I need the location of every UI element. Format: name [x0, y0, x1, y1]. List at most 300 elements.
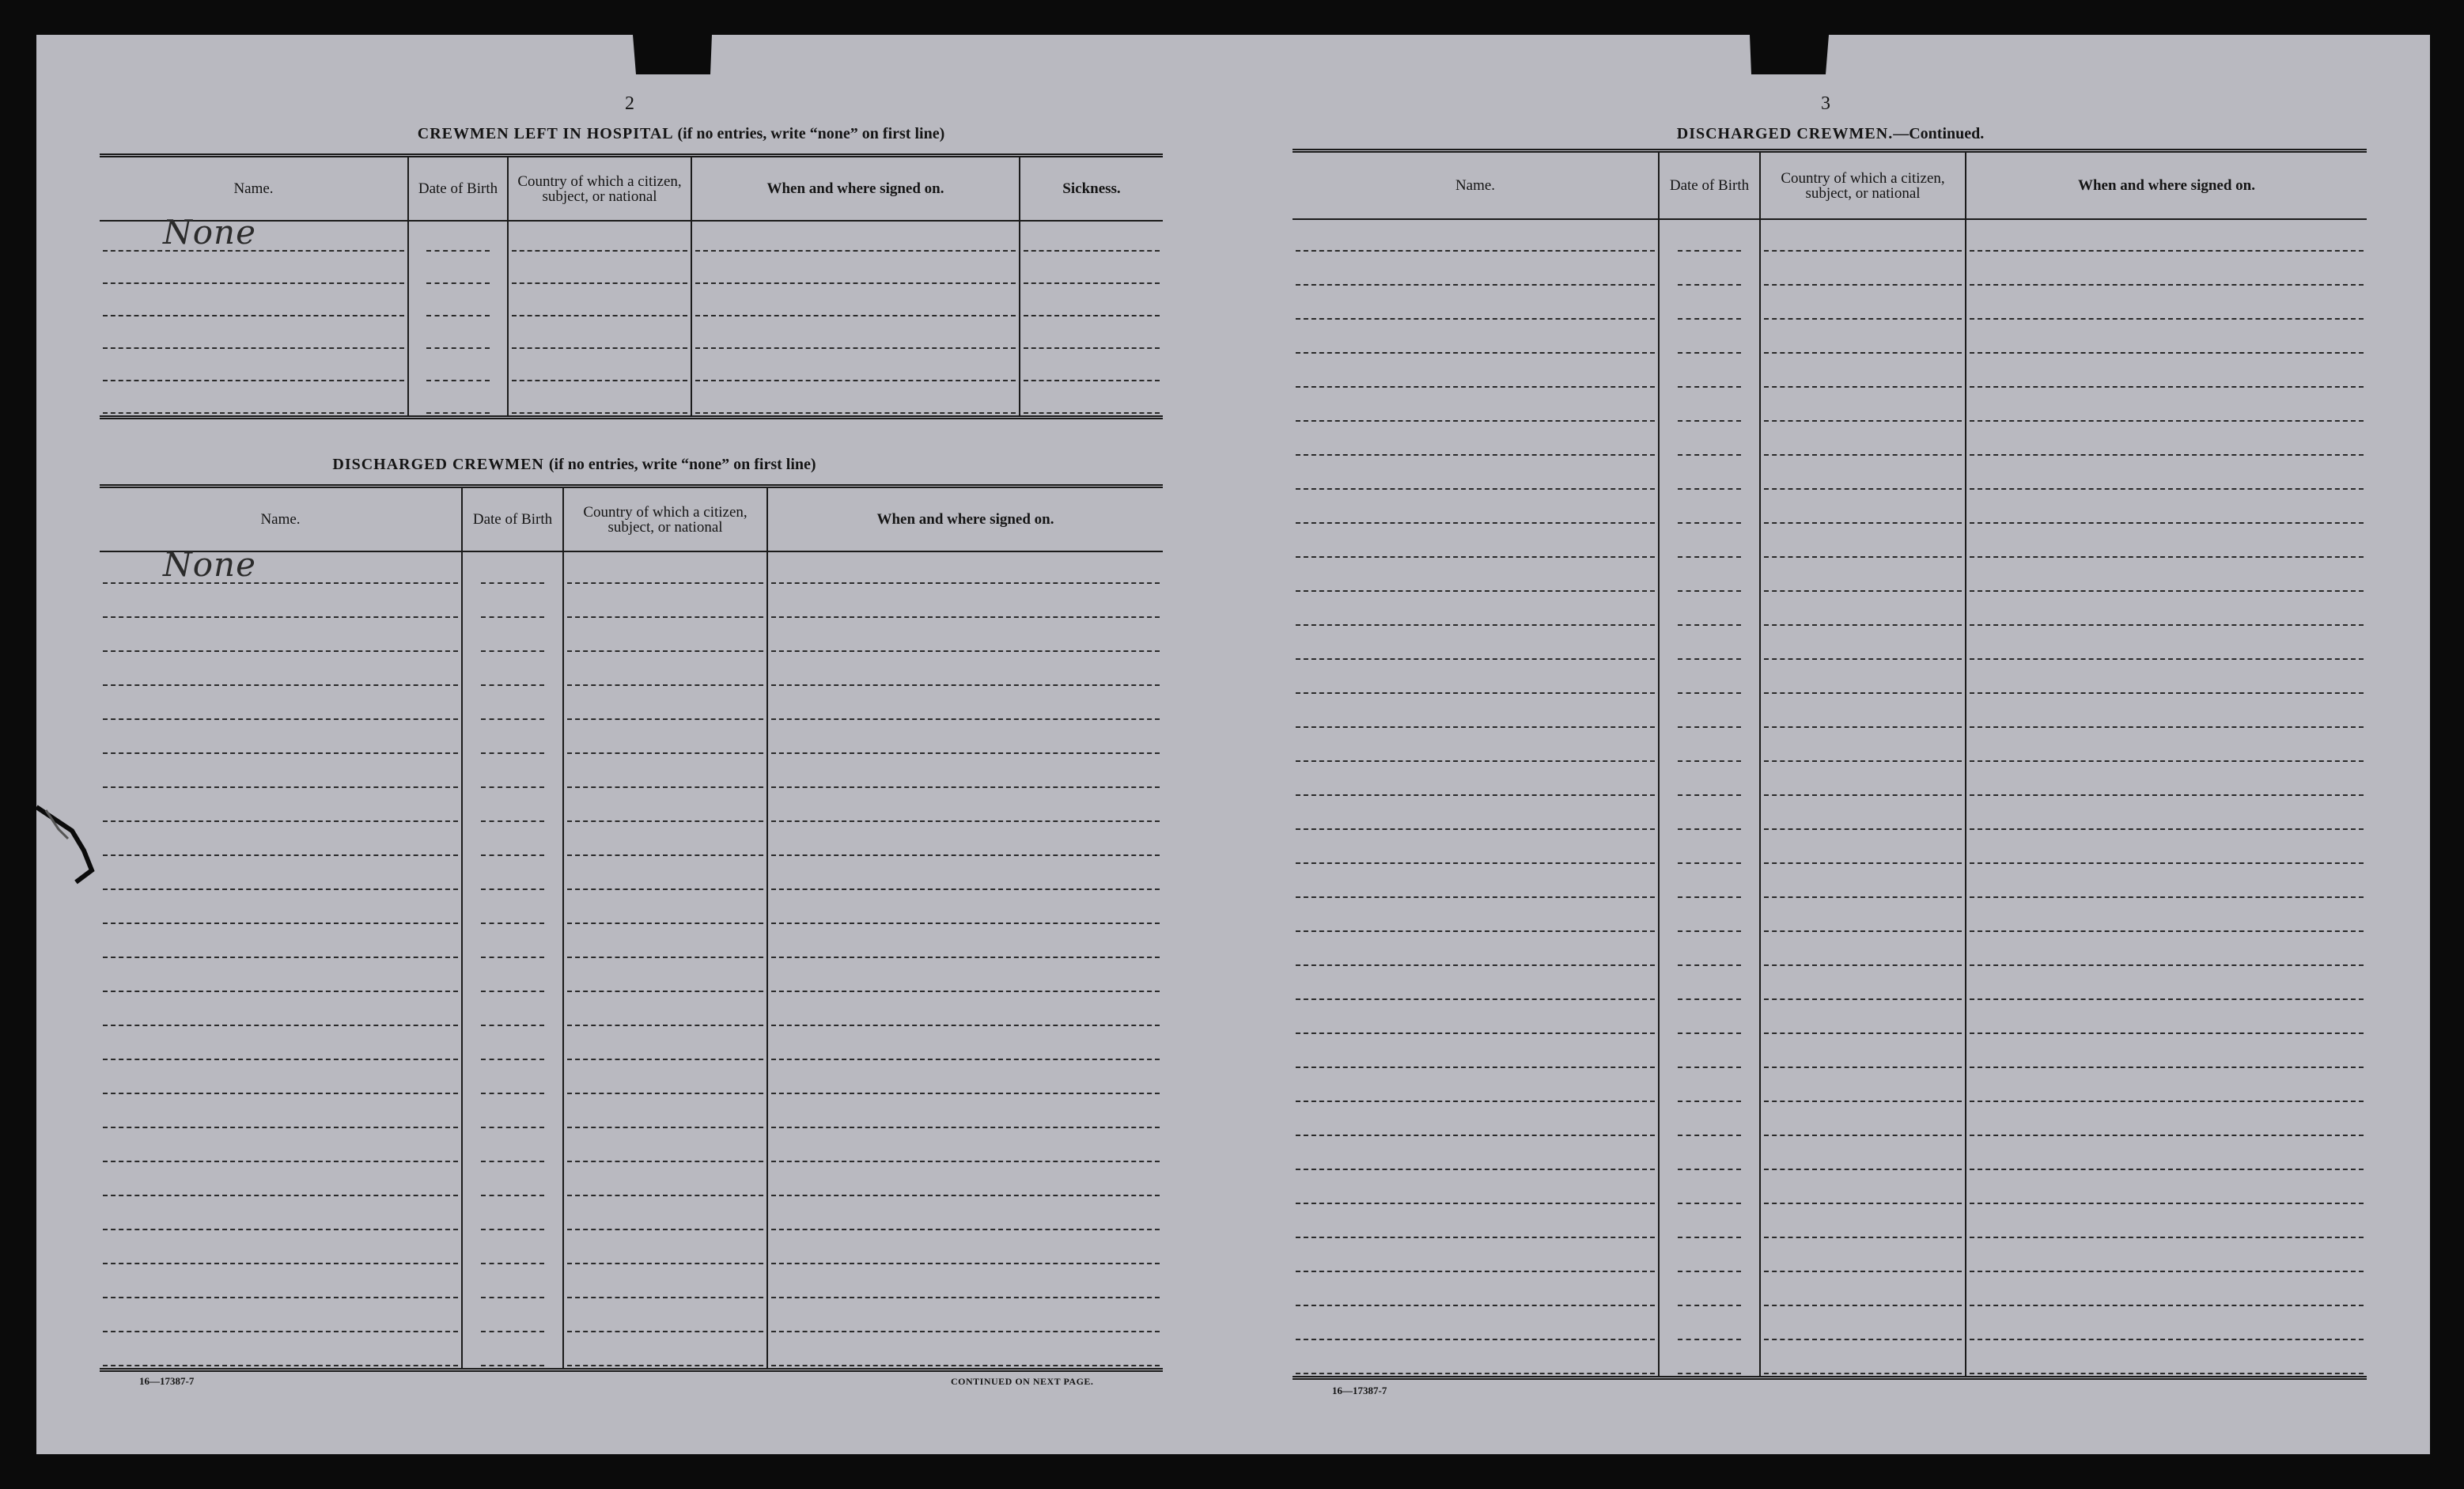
dotted-rule: [1764, 862, 1962, 864]
dotted-rule: [1764, 658, 1962, 660]
form-cell: [1760, 355, 1966, 389]
dotted-rule: [567, 718, 763, 720]
dotted-rule: [1970, 828, 2364, 830]
form-row: [100, 790, 1163, 824]
form-cell: [1659, 1172, 1760, 1206]
dotted-rule: [567, 582, 763, 584]
form-row: [100, 286, 1163, 318]
form-cell: [462, 756, 563, 790]
discharged-table: [100, 484, 1163, 1372]
form-cell: [1760, 866, 1966, 900]
form-cell: [1966, 729, 2367, 763]
form-cell: [100, 1266, 462, 1300]
dotted-rule: [1764, 454, 1962, 456]
dotted-rule: [1678, 1032, 1742, 1034]
dotted-rule: [1296, 1135, 1655, 1136]
dotted-rule: [567, 923, 763, 924]
dotted-rule: [1970, 896, 2364, 898]
dotted-rule: [1296, 488, 1655, 490]
form-cell: [1293, 1036, 1659, 1070]
form-cell: [767, 1300, 1163, 1334]
form-cell: [1966, 1036, 2367, 1070]
dotted-rule: [1296, 522, 1655, 524]
form-cell: [462, 1232, 563, 1266]
dotted-rule: [1296, 386, 1655, 388]
form-cell: [1020, 286, 1163, 318]
form-cell: [767, 1130, 1163, 1164]
form-row: [100, 1300, 1163, 1334]
form-row: [1293, 729, 2367, 763]
form-cell: [1760, 1104, 1966, 1138]
form-cell: [1293, 763, 1659, 798]
dotted-rule: [1764, 522, 1962, 524]
dotted-rule: [103, 1297, 458, 1298]
dotted-rule: [1296, 760, 1655, 762]
form-cell: [1293, 491, 1659, 525]
dotted-rule: [1296, 896, 1655, 898]
dotted-rule: [567, 650, 763, 652]
form-cell: [100, 1300, 462, 1334]
page-number-right: 3: [1821, 93, 1830, 114]
form-cell: [1659, 695, 1760, 729]
form-cell: [408, 253, 508, 286]
form-cell: [1966, 1104, 2367, 1138]
form-cell: [1760, 1070, 1966, 1104]
form-cell: [767, 585, 1163, 619]
dotted-rule: [1678, 1237, 1742, 1238]
dotted-rule: [1970, 1032, 2364, 1034]
dotted-rule: [1678, 624, 1742, 626]
form-cell: [100, 213, 408, 253]
dotted-rule: [1678, 556, 1742, 558]
dotted-rule: [103, 582, 458, 584]
form-cell: [1659, 389, 1760, 423]
dotted-rule: [1970, 760, 2364, 762]
dotted-rule: [567, 854, 763, 856]
form-row: [1293, 253, 2367, 287]
dotted-rule: [567, 1059, 763, 1060]
form-cell: [100, 1334, 462, 1368]
dotted-rule: [1024, 282, 1160, 284]
form-cell: [508, 221, 691, 253]
form-row: [1293, 559, 2367, 593]
form-cell: [767, 654, 1163, 688]
form-cell: [1293, 866, 1659, 900]
form-cell: [1659, 559, 1760, 593]
dotted-rule: [1296, 250, 1655, 252]
form-cell: [1659, 729, 1760, 763]
form-cell: [767, 1266, 1163, 1300]
dotted-rule: [771, 1025, 1160, 1026]
dotted-rule: [1296, 1271, 1655, 1272]
form-cell: [462, 1334, 563, 1368]
form-cell: [1293, 1274, 1659, 1308]
form-row: [100, 756, 1163, 790]
dotted-rule: [771, 1331, 1160, 1332]
dotted-rule: [1970, 1305, 2364, 1306]
form-cell: [100, 722, 462, 756]
dotted-rule: [1024, 250, 1160, 252]
paper-tear-mark: [28, 799, 100, 886]
dotted-rule: [103, 650, 458, 652]
form-cell: [1659, 1104, 1760, 1138]
dotted-rule: [1764, 590, 1962, 592]
form-cell: [767, 824, 1163, 858]
form-cell: [563, 1300, 767, 1334]
dotted-rule: [1764, 998, 1962, 1000]
form-cell: [1659, 866, 1760, 900]
form-cell: [1293, 219, 1659, 253]
dotted-rule: [1970, 1135, 2364, 1136]
dotted-rule: [1678, 896, 1742, 898]
form-cell: [1966, 866, 2367, 900]
dotted-rule: [1970, 658, 2364, 660]
form-cell: [1293, 457, 1659, 491]
form-cell: [1293, 934, 1659, 968]
continued-note: CONTINUED ON NEXT PAGE.: [951, 1376, 1094, 1387]
form-cell: [100, 756, 462, 790]
dotted-rule: [567, 1263, 763, 1264]
dotted-rule: [1678, 386, 1742, 388]
form-number-right: 16—17387-7: [1332, 1385, 1387, 1396]
form-row: [1293, 1342, 2367, 1376]
form-cell: [563, 926, 767, 960]
dotted-rule: [1678, 964, 1742, 966]
form-row: [100, 994, 1163, 1028]
dotted-rule: [1678, 726, 1742, 728]
form-cell: [100, 286, 408, 318]
dotted-rule: [1764, 1373, 1962, 1374]
form-cell: [462, 926, 563, 960]
dotted-rule: [1296, 828, 1655, 830]
dotted-rule: [1678, 1067, 1742, 1068]
form-cell: [1760, 1342, 1966, 1376]
dotted-rule: [1970, 964, 2364, 966]
form-cell: [1760, 593, 1966, 627]
dotted-rule: [695, 380, 1016, 381]
dotted-rule: [567, 957, 763, 958]
form-row: [1293, 593, 2367, 627]
form-row: [100, 1266, 1163, 1300]
dotted-rule: [481, 1229, 545, 1230]
form-number-left: 16—17387-7: [139, 1375, 195, 1387]
dotted-rule: [1296, 658, 1655, 660]
form-cell: [1293, 729, 1659, 763]
hospital-section-title: [100, 125, 1262, 143]
dotted-rule: [481, 752, 545, 754]
dotted-rule: [426, 250, 489, 252]
form-cell: [767, 1164, 1163, 1198]
form-row: [1293, 1104, 2367, 1138]
form-cell: [100, 1096, 462, 1130]
dotted-rule: [567, 888, 763, 890]
form-cell: [1659, 1206, 1760, 1240]
form-cell: [1760, 968, 1966, 1002]
dotted-rule: [103, 315, 404, 316]
dotted-rule: [1024, 412, 1160, 414]
dotted-rule: [1764, 964, 1962, 966]
form-cell: [563, 551, 767, 585]
form-cell: [563, 1028, 767, 1062]
dotted-rule: [1764, 794, 1962, 796]
dotted-rule: [771, 1263, 1160, 1264]
form-cell: [767, 960, 1163, 994]
form-cell: [1293, 1206, 1659, 1240]
form-cell: [408, 383, 508, 415]
dotted-rule: [426, 412, 489, 414]
form-cell: [691, 221, 1020, 253]
form-row: [100, 1164, 1163, 1198]
hospital-col-name: Name.: [100, 157, 408, 221]
dotted-rule: [1970, 386, 2364, 388]
form-cell: [563, 722, 767, 756]
form-cell: [1760, 321, 1966, 355]
form-cell: [767, 1096, 1163, 1130]
form-cell: [691, 318, 1020, 350]
form-cell: [1760, 1138, 1966, 1172]
form-cell: [1966, 1206, 2367, 1240]
form-row: [1293, 798, 2367, 832]
dotted-rule: [567, 1127, 763, 1128]
form-cell: [1966, 661, 2367, 695]
form-cell: [767, 756, 1163, 790]
form-cell: [767, 790, 1163, 824]
form-cell: [1659, 798, 1760, 832]
hospital-col-sickness: Sickness.: [1020, 157, 1163, 221]
dotted-rule: [1764, 930, 1962, 932]
dotted-rule: [481, 582, 545, 584]
page-number-left: 2: [625, 93, 634, 114]
form-cell: [100, 619, 462, 654]
form-row: [1293, 934, 2367, 968]
hospital-col-dob: Date of Birth: [408, 157, 508, 221]
dotted-rule: [771, 786, 1160, 788]
form-cell: [1760, 1240, 1966, 1274]
form-cell: [1293, 1002, 1659, 1036]
form-row: [100, 350, 1163, 383]
form-cell: [767, 619, 1163, 654]
form-cell: [1659, 1002, 1760, 1036]
form-cell: [100, 350, 408, 383]
form-cell: [563, 1198, 767, 1232]
dotted-rule: [103, 786, 458, 788]
form-cell: [1966, 1002, 2367, 1036]
form-cell: [508, 318, 691, 350]
dotted-rule: [103, 923, 458, 924]
dotted-rule: [1764, 352, 1962, 354]
dotted-rule: [1764, 386, 1962, 388]
form-cell: [1020, 350, 1163, 383]
form-row: [1293, 1138, 2367, 1172]
form-row: [1293, 763, 2367, 798]
form-cell: [100, 1232, 462, 1266]
dotted-rule: [1296, 352, 1655, 354]
form-cell: [767, 1028, 1163, 1062]
dotted-rule: [771, 1195, 1160, 1196]
form-cell: [1659, 1308, 1760, 1342]
form-row: [1293, 695, 2367, 729]
form-cell: [563, 790, 767, 824]
dotted-rule: [1764, 624, 1962, 626]
form-cell: [767, 551, 1163, 585]
form-row: [100, 960, 1163, 994]
form-cell: [1293, 798, 1659, 832]
form-cell: [691, 253, 1020, 286]
form-cell: [100, 253, 408, 286]
form-cell: [1966, 355, 2367, 389]
form-cell: [462, 1028, 563, 1062]
hospital-col-signed-on: When and where signed on.: [691, 157, 1020, 221]
form-cell: [462, 619, 563, 654]
dotted-rule: [567, 1229, 763, 1230]
dotted-rule: [567, 786, 763, 788]
handwritten-entry: None: [163, 213, 256, 252]
form-cell: [1966, 832, 2367, 866]
form-cell: [1293, 661, 1659, 695]
dotted-rule: [1764, 896, 1962, 898]
dotted-rule: [481, 854, 545, 856]
form-cell: [1760, 729, 1966, 763]
dotted-rule: [1296, 930, 1655, 932]
form-row: [100, 824, 1163, 858]
dotted-rule: [1764, 828, 1962, 830]
form-cell: [691, 383, 1020, 415]
dotted-rule: [481, 1263, 545, 1264]
form-row: [100, 926, 1163, 960]
dotted-rule: [1296, 318, 1655, 320]
dotted-rule: [1678, 862, 1742, 864]
dotted-rule: [1678, 1203, 1742, 1204]
dotted-rule: [1296, 1373, 1655, 1374]
dotted-rule: [1296, 1237, 1655, 1238]
dotted-rule: [1970, 998, 2364, 1000]
form-cell: [1760, 423, 1966, 457]
form-cell: [1293, 321, 1659, 355]
form-row: [1293, 287, 2367, 321]
dotted-rule: [1764, 1032, 1962, 1034]
dotted-rule: [1764, 250, 1962, 252]
dotted-rule: [103, 616, 458, 618]
dotted-rule: [771, 752, 1160, 754]
hospital-title-note: (if no entries, write “none” on first line): [677, 125, 945, 142]
form-row: [1293, 1206, 2367, 1240]
form-cell: [462, 551, 563, 585]
dotted-rule: [771, 1093, 1160, 1094]
form-cell: [1659, 900, 1760, 934]
form-row: [100, 892, 1163, 926]
dotted-rule: [1764, 760, 1962, 762]
dotted-rule: [1024, 347, 1160, 349]
dotted-rule: [1970, 522, 2364, 524]
dotted-rule: [1296, 556, 1655, 558]
form-cell: [1659, 1274, 1760, 1308]
form-cell: [462, 994, 563, 1028]
dotted-rule: [1970, 1067, 2364, 1068]
form-cell: [100, 1062, 462, 1096]
dotted-rule: [1296, 624, 1655, 626]
form-cell: [1760, 219, 1966, 253]
form-cell: [100, 1028, 462, 1062]
dotted-rule: [771, 582, 1160, 584]
dotted-rule: [1024, 315, 1160, 316]
dotted-rule: [481, 718, 545, 720]
dotted-rule: [1678, 1169, 1742, 1170]
form-cell: [462, 1062, 563, 1096]
form-cell: [1659, 219, 1760, 253]
form-cell: [767, 1232, 1163, 1266]
form-cell: [408, 350, 508, 383]
continued-section-title: [1293, 125, 2368, 143]
form-cell: [1760, 763, 1966, 798]
form-row: [100, 1130, 1163, 1164]
form-cell: [1659, 1036, 1760, 1070]
form-cell: [1966, 219, 2367, 253]
form-cell: [1760, 627, 1966, 661]
dotted-rule: [1970, 1203, 2364, 1204]
form-cell: [1760, 1036, 1966, 1070]
dotted-rule: [1296, 590, 1655, 592]
form-cell: [1293, 287, 1659, 321]
form-cell: [508, 383, 691, 415]
dotted-rule: [695, 315, 1016, 316]
dotted-rule: [771, 957, 1160, 958]
dotted-rule: [1970, 556, 2364, 558]
dotted-rule: [1296, 998, 1655, 1000]
dotted-rule: [1764, 1169, 1962, 1170]
form-cell: [1659, 627, 1760, 661]
dotted-rule: [1296, 1169, 1655, 1170]
dotted-rule: [1970, 454, 2364, 456]
form-cell: [1966, 491, 2367, 525]
dotted-rule: [1970, 624, 2364, 626]
form-row: [100, 688, 1163, 722]
dotted-rule: [1296, 1101, 1655, 1102]
dotted-rule: [1296, 454, 1655, 456]
form-cell: [1760, 832, 1966, 866]
form-cell: [1020, 318, 1163, 350]
dotted-rule: [1296, 1339, 1655, 1340]
form-row: [1293, 321, 2367, 355]
form-cell: [462, 654, 563, 688]
dotted-rule: [103, 380, 404, 381]
dotted-rule: [1764, 1101, 1962, 1102]
dotted-rule: [103, 1025, 458, 1026]
dotted-rule: [512, 380, 687, 381]
dotted-rule: [481, 820, 545, 822]
form-cell: [508, 253, 691, 286]
dotted-rule: [567, 1365, 763, 1366]
dotted-rule: [1678, 284, 1742, 286]
form-cell: [563, 1130, 767, 1164]
form-cell: [462, 688, 563, 722]
discharged-col-dob: Date of Birth: [462, 488, 563, 551]
form-row: [1293, 968, 2367, 1002]
form-cell: [1966, 593, 2367, 627]
dotted-rule: [1764, 488, 1962, 490]
form-cell: [563, 994, 767, 1028]
form-row: [100, 551, 1163, 585]
form-cell: [767, 1062, 1163, 1096]
form-cell: [1293, 355, 1659, 389]
form-cell: [100, 545, 462, 585]
binding-notch-right: [1750, 35, 1829, 74]
dotted-rule: [1678, 250, 1742, 252]
form-cell: [462, 892, 563, 926]
form-row: [1293, 1308, 2367, 1342]
dotted-rule: [1678, 420, 1742, 422]
form-cell: [462, 858, 563, 892]
dotted-rule: [1970, 1339, 2364, 1340]
